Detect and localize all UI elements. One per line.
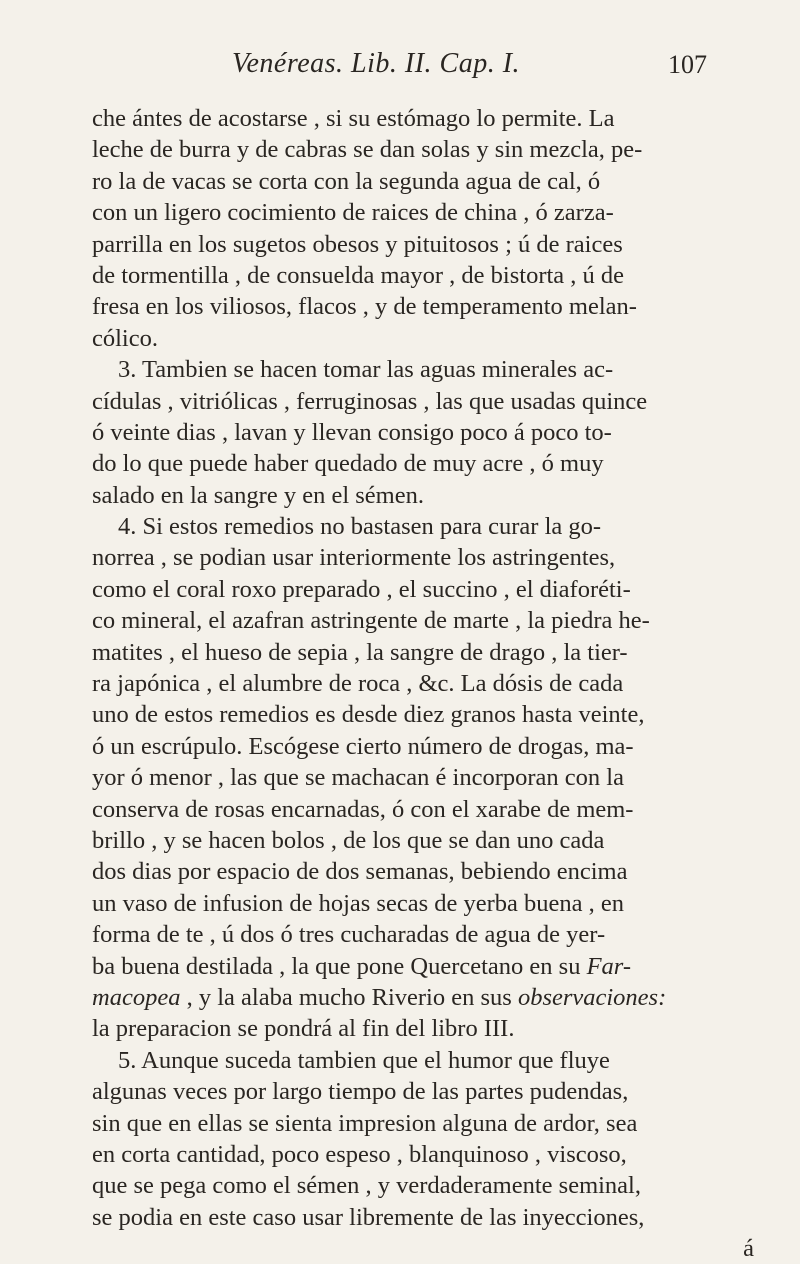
text-line: che ántes de acostarse , si su estómago lo permite. La	[92, 105, 615, 132]
text-line: ó un escrúpulo. Escógese cierto número de drogas, ma-	[92, 732, 634, 760]
text-line-mixed: macopea , y la alaba mucho Riverio en sus observaciones:	[92, 983, 667, 1011]
text-line: do lo que puede haber quedado de muy acre , ó muy	[92, 450, 604, 478]
text-line: con un ligero cocimiento de raices de china , ó zarza-	[92, 199, 614, 227]
text-line: fresa en los viliosos, flacos , y de temperamento melan-	[92, 293, 637, 321]
text-line: dos dias por espacio de dos semanas, bebiendo encima	[92, 858, 628, 886]
page-number: 107	[668, 50, 707, 79]
text-line: leche de burra y de cabras se dan solas y sin mezcla, pe-	[92, 136, 643, 164]
page-header	[0, 48, 800, 88]
running-head: Venéreas. Lib. II. Cap. I.	[232, 48, 521, 79]
text-line: la preparacion se pondrá al fin del libro III.	[92, 1015, 515, 1043]
text-line: ó veinte dias , lavan y llevan consigo poco á poco to-	[92, 418, 612, 446]
catchword: á	[743, 1235, 754, 1263]
text-line: conserva de rosas encarnadas, ó con el xarabe de mem-	[92, 795, 634, 823]
text-line: ro la de vacas se corta con la segunda agua de cal, ó	[92, 167, 601, 195]
italic-word-observaciones: observaciones:	[517, 983, 667, 1011]
text-line: un vaso de infusion de hojas secas de yerba buena , en	[92, 889, 625, 917]
text-line: de tormentilla , de consuelda mayor , de bistorta , ú de	[92, 261, 625, 289]
text-line: brillo , y se hacen bolos , de los que se dan uno cada	[92, 826, 605, 854]
text-line: en corta cantidad, poco espeso , blanquinoso , viscoso,	[92, 1140, 627, 1168]
text-line: 4. Si estos remedios no bastasen para curar la go-	[118, 513, 602, 541]
text-line: norrea , se podian usar interiormente los astringentes,	[92, 544, 616, 572]
text-line: parrilla en los sugetos obesos y pituitosos ; ú de raices	[92, 230, 623, 258]
text-line: yor ó menor , las que se machacan é incorporan con la	[92, 764, 624, 792]
text-line: se podia en este caso usar libremente de las inyecciones,	[92, 1203, 645, 1231]
text-line: como el coral roxo preparado , el succino , el diaforéti-	[92, 575, 631, 603]
italic-word-farmacopea: macopea	[92, 983, 181, 1011]
text-line: 3. Tambien se hacen tomar las aguas minerales ac-	[118, 356, 614, 384]
italic-word-far: Far-	[586, 952, 631, 980]
text-line: cólico.	[92, 324, 158, 352]
text-line: algunas veces por largo tiempo de las partes pudendas,	[92, 1078, 629, 1106]
text-line: matites , el hueso de sepia , la sangre de drago , la tier-	[92, 638, 628, 666]
text-line: co mineral, el azafran astringente de marte , la piedra he-	[92, 607, 650, 635]
text-line: salado en la sangre y en el sémen.	[92, 481, 424, 509]
text-line: sin que en ellas se sienta impresion alguna de ardor, sea	[92, 1109, 638, 1137]
text-line: ra japónica , el alumbre de roca , &c. La dósis de cada	[92, 670, 624, 698]
text-line: 5. Aunque suceda tambien que el humor que fluye	[118, 1046, 610, 1074]
text-segment: ba buena destilada , la que pone Quercetano en su	[92, 952, 581, 980]
text-line: forma de te , ú dos ó tres cucharadas de agua de yer-	[92, 921, 606, 949]
body-text	[92, 103, 768, 1264]
text-line: que se pega como el sémen , y verdaderamente seminal,	[92, 1172, 641, 1200]
text-line: uno de estos remedios es desde diez granos hasta veinte,	[92, 701, 645, 729]
text-line-mixed	[92, 951, 768, 982]
text-line: cídulas , vitriólicas , ferruginosas , las que usadas quince	[92, 387, 648, 415]
